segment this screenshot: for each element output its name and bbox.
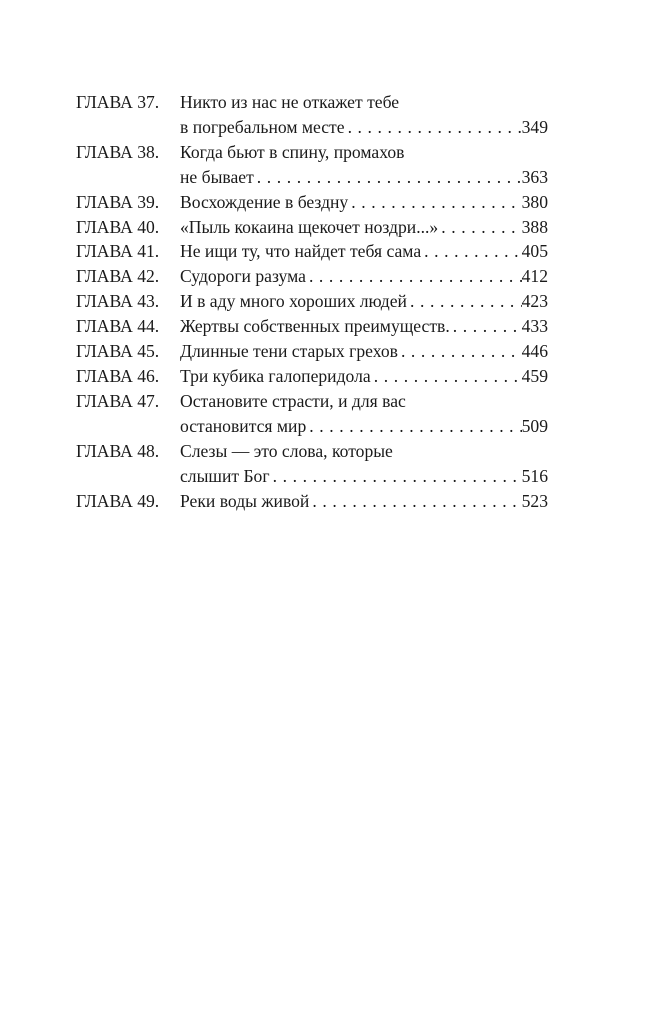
dot-leader xyxy=(306,414,521,439)
chapter-title xyxy=(180,364,548,389)
chapter-title-text: Восхождение в бездну xyxy=(180,191,349,212)
chapter-title xyxy=(180,339,548,364)
page-number: 509 xyxy=(521,415,548,436)
dot-leader xyxy=(421,239,521,264)
toc-entry xyxy=(76,239,548,264)
dot-leader xyxy=(348,190,521,215)
dot-leader xyxy=(450,314,522,339)
chapter-title xyxy=(180,90,548,140)
chapter-title-text: Реки воды живой xyxy=(180,490,310,511)
toc-entry xyxy=(76,140,548,190)
chapter-title xyxy=(180,140,548,190)
chapter-title xyxy=(180,215,548,240)
chapter-title-line: Никто из нас не откажет тебе xyxy=(180,92,400,112)
chapter-title-last-line xyxy=(180,239,548,264)
chapter-title-last-line xyxy=(180,215,548,240)
chapter-title xyxy=(180,314,548,339)
page-number: 516 xyxy=(521,465,548,486)
toc-entry xyxy=(76,314,548,339)
page-number: 380 xyxy=(521,191,548,212)
chapter-label: ГЛАВА 47. xyxy=(76,390,160,411)
chapter-title-last-line xyxy=(180,289,548,314)
chapter-title-last-line xyxy=(180,190,548,215)
chapter-title-text: в погребальном месте xyxy=(180,116,345,137)
dot-leader xyxy=(270,464,522,489)
chapter-title-text: остановится мир xyxy=(180,415,307,436)
dot-leader xyxy=(254,165,522,190)
chapter-title-text: Не ищи ту, что найдет тебя сама xyxy=(180,241,422,262)
chapter-label: ГЛАВА 43. xyxy=(76,291,160,312)
dot-leader xyxy=(345,115,522,140)
chapter-label: ГЛАВА 49. xyxy=(76,490,160,511)
chapter-title-last-line xyxy=(180,314,548,339)
dot-leader xyxy=(407,289,522,314)
toc-entry xyxy=(76,289,548,314)
chapter-label: ГЛАВА 38. xyxy=(76,141,160,162)
table-of-contents xyxy=(76,90,548,513)
page-number: 412 xyxy=(521,266,548,287)
page-number: 423 xyxy=(521,291,548,312)
dot-leader xyxy=(398,339,522,364)
chapter-title-text: Жертвы собственных преимуществ. xyxy=(180,316,450,337)
chapter-title xyxy=(180,389,548,439)
chapter-label: ГЛАВА 48. xyxy=(76,440,160,461)
page-number: 363 xyxy=(521,166,548,187)
chapter-title xyxy=(180,289,548,314)
chapter-label: ГЛАВА 39. xyxy=(76,191,160,212)
toc-entry xyxy=(76,439,548,489)
chapter-title-last-line xyxy=(180,264,548,289)
chapter-title-last-line xyxy=(180,414,548,439)
chapter-title-text: Длинные тени старых грехов xyxy=(180,341,398,362)
toc-entry xyxy=(76,389,548,439)
page-number: 523 xyxy=(521,490,548,511)
page-number: 446 xyxy=(521,341,548,362)
page-number: 405 xyxy=(521,241,548,262)
chapter-title-text: слышит Бог xyxy=(180,465,270,486)
chapter-title-line: Слезы — это слова, которые xyxy=(180,440,393,461)
chapter-title-text: не бывает xyxy=(180,166,254,187)
chapter-title-last-line xyxy=(180,364,548,389)
chapter-title-last-line xyxy=(180,165,548,190)
dot-leader xyxy=(309,489,521,514)
chapter-title-text: «Пыль кокаина щекочет ноздри...» xyxy=(180,216,439,237)
page-number: 388 xyxy=(521,216,548,237)
toc-entry xyxy=(76,215,548,240)
page-number: 459 xyxy=(521,365,548,386)
chapter-title-last-line xyxy=(180,115,548,140)
chapter-label: ГЛАВА 40. xyxy=(76,216,160,237)
page-number: 349 xyxy=(521,116,548,137)
toc-entry xyxy=(76,264,548,289)
chapter-title-text: Судороги разума xyxy=(180,266,306,287)
chapter-title-last-line xyxy=(180,489,548,514)
chapter-title xyxy=(180,489,548,514)
dot-leader xyxy=(371,364,522,389)
chapter-title xyxy=(180,264,548,289)
chapter-title-text: И в аду много хороших людей xyxy=(180,291,407,312)
chapter-title-line: Остановите страсти, и для вас xyxy=(180,390,406,411)
chapter-title-line: Когда бьют в спину, промахов xyxy=(180,141,405,162)
page-number: 433 xyxy=(521,316,548,337)
chapter-title xyxy=(180,439,548,489)
chapter-label: ГЛАВА 46. xyxy=(76,365,160,386)
chapter-label: ГЛАВА 37. xyxy=(76,92,160,112)
toc-entry xyxy=(76,489,548,514)
chapter-title-text: Три кубика галоперидола xyxy=(180,365,371,386)
chapter-title xyxy=(180,190,548,215)
chapter-label: ГЛАВА 42. xyxy=(76,266,160,287)
chapter-title-last-line xyxy=(180,339,548,364)
chapter-title-last-line xyxy=(180,464,548,489)
toc-entry xyxy=(76,339,548,364)
chapter-label: ГЛАВА 45. xyxy=(76,341,160,362)
toc-entry xyxy=(76,364,548,389)
toc-entry xyxy=(76,190,548,215)
dot-leader xyxy=(306,264,522,289)
toc-entry xyxy=(76,90,548,140)
chapter-label: ГЛАВА 44. xyxy=(76,316,160,337)
dot-leader xyxy=(438,215,521,240)
chapter-title xyxy=(180,239,548,264)
chapter-label: ГЛАВА 41. xyxy=(76,241,160,262)
